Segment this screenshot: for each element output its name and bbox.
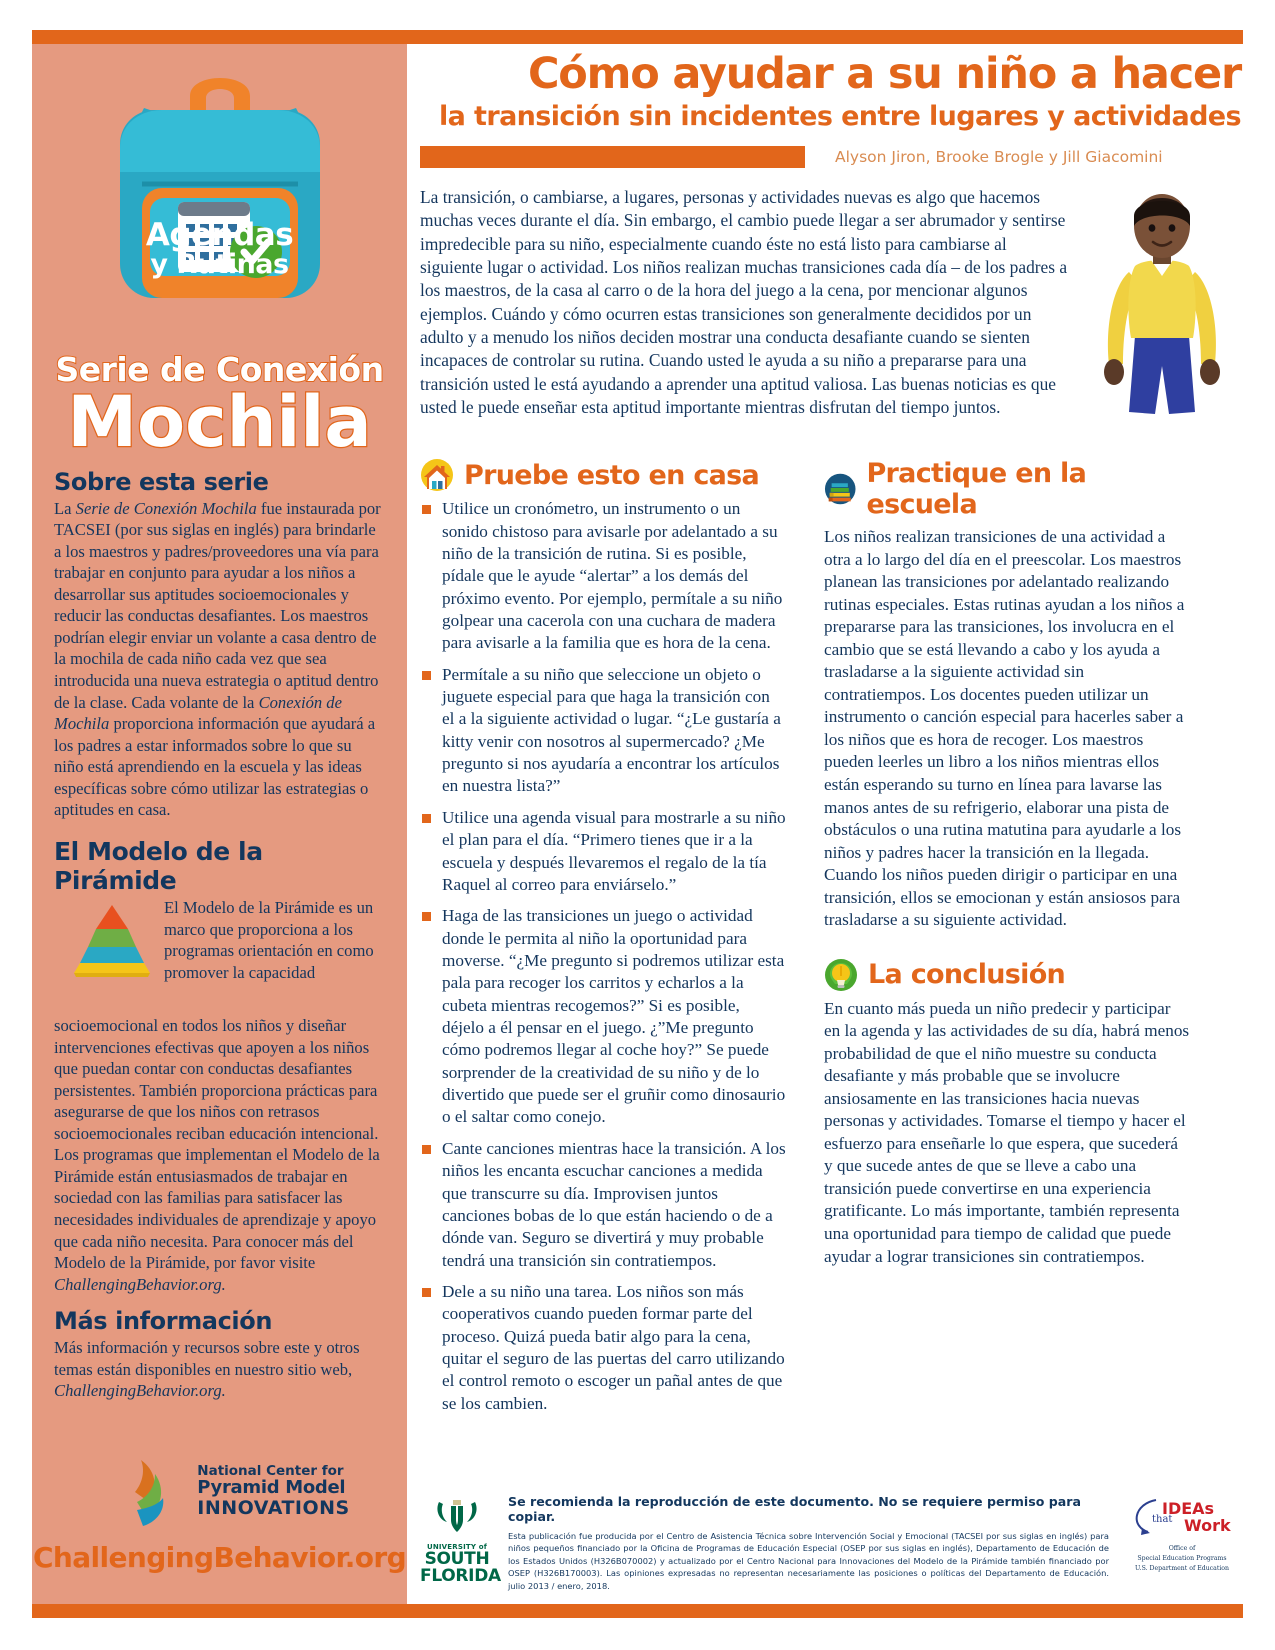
house-icon (420, 458, 454, 492)
page-title-line2: la transición sin incidentes entre lugares y actividades (438, 101, 1241, 133)
bottom-orange-bar (32, 1604, 1243, 1618)
svg-text:IDEAs: IDEAs (1162, 1498, 1215, 1518)
list-item: Haga de las transiciones un juego o actividad donde le permita al niño la oportunidad para moverse. “¿Me pregunto si podremos utilizar esta pala para recoger los carritos y echarlos a la cubeta mientras recogemos?” Si es posible, déjelo a él pensar en el juego. ¿”Me pregunto cómo podremos llegar al coche hoy?” Se puede sorprender de la creatividad de su niño y de lo divertido que puede ser el gruñir como dinosaurio o el saltar como conejo. (420, 905, 786, 1129)
child-photo-illustration (1083, 186, 1241, 431)
backpack-label-line2: y Rutinas (150, 249, 289, 280)
svg-text:that: that (1152, 1513, 1173, 1525)
column-home (420, 458, 786, 1424)
sidebar-pyramid-body (54, 1015, 385, 1295)
byline-authors: Alyson Jiron, Brooke Brogle y Jill Giacomini (835, 148, 1163, 167)
list-item: Dele a su niño una tarea. Los niños son más cooperativos cuando pueden formar parte del proceso. Quizá pueda batir algo para la cena, quitar el seguro de las puertas del carro utilizando el control remoto o escoger un pañal antes de que se los cambien. (420, 1281, 786, 1415)
pyramid-rest: socioemocional en todos los niños y diseñar intervenciones efectivas que apoyen a los niños que puedan contar con conductas desafiantes persistentes. También proporciona prácticas para asegurarse de que los niños con retrasos socioemocionales reciban educación intencional. Los programas que implementan el Modelo de la Pirámide están entusiasmados de trabajar en sociedad con las familias para satisfacer las necesidades individuales de aprendizaje y apoyo que cada niño necesita. Para conocer más del Modelo de la Pirámide, por favor visite (54, 1015, 380, 1273)
svg-text:Work: Work (1184, 1515, 1231, 1535)
ideas-arrow-icon (1126, 1494, 1238, 1538)
usf-bull-icon (431, 1496, 483, 1538)
intro-paragraph: La transición, o cambiarse, a lugares, personas y actividades nuevas es algo que hacemos muchas veces durante el día. Sin embargo, el cambio puede llegar a ser abrumador y sentirse impredecible para su niño, especialmente cuando éste no está listo para cambiarse al siguiente lugar o actividad. Los niños realizan muchas transiciones cada día – de los padres a los maestros, de la casa al carro o de la hora del juego a la cena, por mencionar algunos ejemplos. Cuándo y cómo ocurren estas transiciones son generalmente decididos por un adulto y a menudo los niños deciden mostrar una conducta desafiante cuando se sienten incapaces de controlar su rutina. Cuando usted le ayuda a su niño a prepararse para una transición usted le está ayudando a aprender una aptitud valiosa. Las buenas noticias es que usted le puede enseñar esta aptitud importante mientras disfrutan del tiempo juntos. (420, 187, 1068, 417)
list-item: Utilice un cronómetro, un instrumento o un sonido chistoso para avisarle por adelantado a su niño de la transición de rutina. Si es posible, pídale que le ayude “alertar” a los demás del próximo evento. Por ejemplo, permítale a su niño golpear una cacerola con una cuchara de madera para avisarle a la familia que es hora de la cena. (420, 498, 786, 655)
page-footer (420, 1494, 1241, 1592)
about-mid: fue instaurada por TACSEI (por sus siglas en inglés) para brindarle a los maestros y padres/proveedores una vía para trabajar en conjunto para ayudar a los niños a desarrollar sus aptitudes socioemocionales y reducir las conductas desafiantes. Los maestros podrían elegir enviar un volante a casa dentro de la mochila de cada niño cada vez que sea introducida una nueva estrategia o aptitud dentro de la clase. Cada volante de la (54, 498, 381, 712)
about-suffix: proporciona información que ayudará a los padres a estar informados sobre lo que su niño está aprendiendo en la escuela y las ideas específicas sobre cómo utilizar las estrategias o aptitudes en casa. (54, 714, 376, 820)
ncpmi-logo (32, 1452, 407, 1530)
content-columns (420, 458, 1241, 1424)
byline-row (420, 146, 1241, 168)
footer-funding-statement: Esta publicación fue producida por el Centro de Asistencia Técnica sobre Intervención Social y Emocional (TACSEI por sus siglas en inglés) para niños pequeños financiado por la Oficina de Programas de Educación Especial (OSEP por sus siglas en inglés), Departamento de Educación de los Estados Unidos (H326B070002) y actualizado por el Centro Nacional para Innovaciones del Modelo de la Pirámide también financiado por OSEP (H326B170003). Las opiniones expresadas no representan necesariamente las posiciones o políticas del Departamento de Educación. julio 2013 / enero, 2018. (508, 1530, 1109, 1591)
home-tips-list (420, 498, 786, 1415)
about-italic-2: Conexión de Mochila (54, 692, 342, 734)
ncpmi-line-2: Pyramid Model (197, 1477, 346, 1499)
usf-line-1: UNIVERSITY of (426, 1542, 488, 1551)
ncpmi-logo-text (197, 1464, 349, 1519)
ideas-sub-3: U.S. Department of Education (1134, 1564, 1230, 1572)
footer-text-block (508, 1494, 1109, 1592)
section-header-school (824, 458, 1190, 520)
list-item: Cante canciones mientras hace la transición. A los niños les encanta escuchar canciones a medida que transcurre su día. Improvisen juntos canciones bobas de lo que están haciendo o de a dónde van. Seguro se divertirá y muy probable tendrá una transición sin contratiempos. (420, 1138, 786, 1272)
page-title-line1: Cómo ayudar a su niño a hacer (527, 49, 1241, 99)
section-header-home (420, 458, 786, 492)
school-paragraph: Los niños realizan transiciones de una actividad a otra a lo largo del día en el preescolar. Los maestros planean las transiciones por adelantado realizando rutinas especiales. Estas rutinas ayudan a los niños a prepararse para las transiciones, los involucra en el cambio que se está llevando a cabo y los ayuda a trasladarse a la siguiente actividad sin contratiempos. Los docentes pueden utilizar un instrumento o canción especial para hacerles saber a los niños que es hora de recoger. Los maestros pueden leerles un libro a los niños mientras ellos están esperando su turno en línea para lavarse las manos antes de su refrigerio, elaborar una pista de obstáculos o una rutina matutina para ayudarle a los niños y padres hacer la transición en la llegada. Cuando los niños pueden dirigir o participar en una transición, ellos se emocionan y están ansiosos para trasladarse a su siguiente actividad. (824, 527, 1185, 930)
section-header-conclusion (824, 958, 1190, 992)
sidebar-heading-about: Sobre esta serie (54, 467, 269, 496)
pyramid-model-icon (70, 901, 154, 979)
sidebar-heading-pyramid: El Modelo de la Pirámide (54, 836, 263, 895)
about-prefix: La (54, 498, 76, 518)
pyramid-url[interactable]: ChallengingBehavior.org. (54, 1274, 226, 1294)
ideas-sub-1: Office of (1168, 1544, 1196, 1552)
list-item: Utilice una agenda visual para mostrarle a su niño el plan para el día. “Primero tienes que ir a la escuela y después llevaremos el regalo de la tía Raquel al correo para enviárselo.” (420, 807, 786, 896)
left-sidebar (32, 44, 407, 1604)
conclusion-paragraph: En cuanto más pueda un niño predecir y participar en la agenda y las actividades de su día, habrá menos probabilidad de que el niño muestre su conducta desafiante y más probable que se involucre ansiosamente en las transiciones hacia nuevas personas y actividades. Tomarse el tiempo y hacer el esfuerzo para enseñarle lo que espera, que sucederá y que sucede antes de que se lleve a cabo una transición puede convertirse en una experiencia gratificante. Lo más importante, también representa una oportunidad para tiempo de calidad que puede ayudar a lograr transiciones sin contratiempos. (824, 998, 1190, 1266)
main-content (420, 49, 1241, 1604)
ideas-that-work-logo (1123, 1494, 1241, 1573)
books-icon (824, 472, 856, 506)
list-item: Permítale a su niño que seleccione un objeto o juguete especial para que haga la transición con el a la siguiente actividad o lugar. “¿Le gustaría a kitty venir con nosotros al supermercado? ¿Me pregunto si nos ayudaría a encontrar los artículos en nuestra lista?” (420, 664, 786, 798)
section-title-home: Pruebe esto en casa (464, 459, 760, 491)
sidebar-more-info-body (54, 1337, 385, 1402)
ncpmi-line-1: National Center for (197, 1462, 344, 1479)
intro-row (420, 186, 1241, 436)
sidebar-about-body (54, 498, 385, 821)
series-title-large: Mochila (67, 381, 372, 463)
pyramid-section (54, 897, 385, 1015)
usf-line-3: FLORIDA (420, 1565, 501, 1586)
more-info-url[interactable]: ChallengingBehavior.org. (54, 1381, 226, 1401)
about-italic-1: Serie de Conexión Mochila (75, 498, 257, 518)
backpack-label-line1: Agendas (145, 217, 294, 253)
footer-reproduction-notice: Se recomienda la reproducción de este documento. No se requiere permiso para copiar. (508, 1493, 1081, 1524)
sidebar-site-url[interactable]: ChallengingBehavior.org (32, 1541, 407, 1574)
sidebar-pyramid-wrap-text: El Modelo de la Pirámide es un marco que proporciona a los programas orientación en como promover la capacidad (164, 897, 374, 982)
ncpmi-swirl-icon (89, 1452, 185, 1530)
byline-orange-bar (420, 146, 805, 168)
section-title-conclusion: La conclusión (868, 959, 1066, 991)
series-title-small: Serie de Conexión (55, 350, 384, 389)
backpack-illustration (54, 48, 385, 348)
section-title-school: Practique en la escuela (866, 458, 1087, 521)
lightbulb-icon (824, 958, 858, 992)
usf-line-2: SOUTH (424, 1548, 490, 1569)
ncpmi-line-3: INNOVATIONS (197, 1496, 350, 1519)
usf-logo (420, 1494, 501, 1586)
top-orange-bar (32, 30, 1243, 44)
column-school (824, 458, 1190, 1424)
backpack-icon (70, 52, 370, 348)
ideas-sub-2: Special Education Programs (1137, 1554, 1227, 1562)
more-info-text: Más información y recursos sobre este y otros temas están disponibles en nuestro sitio web, (54, 1338, 360, 1379)
sidebar-heading-more-info: Más información (54, 1307, 273, 1336)
child-photo (1083, 186, 1241, 436)
